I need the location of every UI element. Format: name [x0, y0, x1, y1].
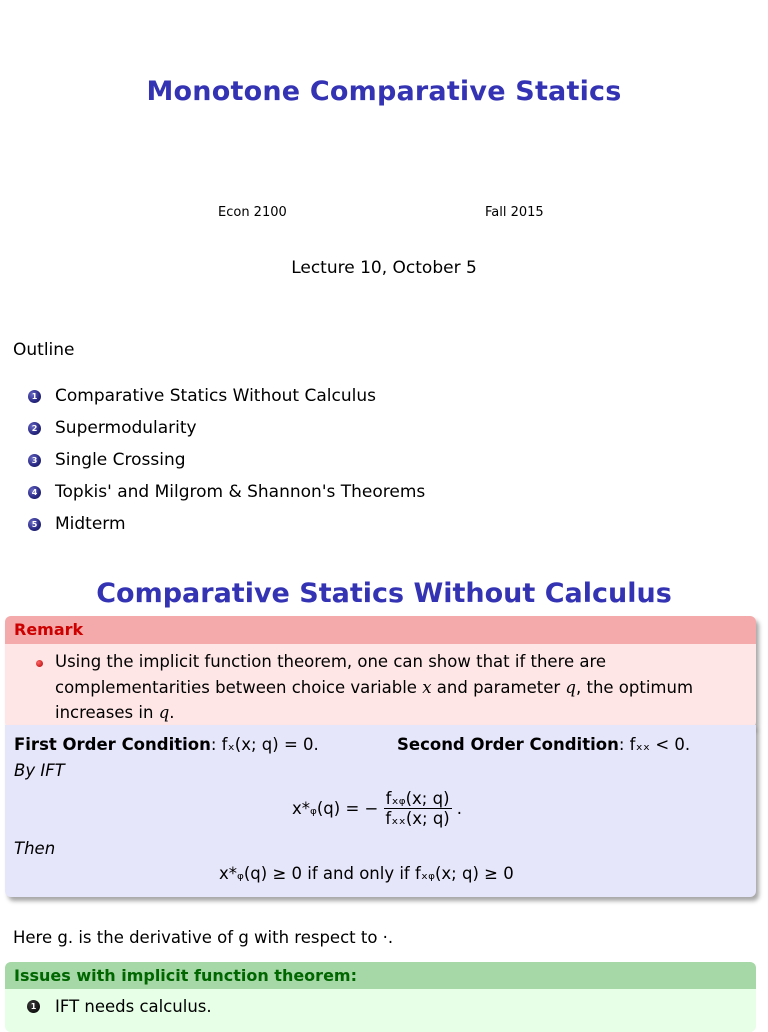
- outline-item-label: Single Crossing: [55, 450, 186, 470]
- enumeration-ball-icon: 3: [28, 454, 41, 467]
- enumeration-ball-icon: 1: [28, 390, 41, 403]
- enumeration-ball-icon: 5: [28, 518, 41, 531]
- foc-expression: : fₓ(x; q) = 0.: [210, 735, 319, 754]
- term-label: Fall 2015: [485, 205, 544, 220]
- formula-lhs: x*ᵩ(q) = −: [292, 799, 379, 818]
- soc-label: Second Order Condition: [397, 735, 619, 754]
- enumeration-ball-icon: 2: [28, 422, 41, 435]
- outline-item: [28, 508, 425, 540]
- iff-formula: x*ᵩ(q) ≥ 0 if and only if fₓᵩ(x; q) ≥ 0: [219, 864, 514, 883]
- foc-label: First Order Condition: [14, 735, 211, 754]
- soc-expression: : fₓₓ < 0.: [618, 735, 691, 754]
- ift-formula: [292, 789, 462, 828]
- issues-item-label: IFT needs calculus.: [55, 997, 212, 1016]
- section-title: Comparative Statics Without Calculus: [96, 578, 672, 609]
- outline-item-label: Topkis' and Milgrom & Shannon's Theorems: [55, 482, 426, 502]
- foc-line: [14, 735, 319, 754]
- conditions-block: [5, 725, 756, 897]
- outline-heading: Outline: [13, 340, 75, 360]
- outline-item: [28, 380, 425, 412]
- formula-fraction: [384, 789, 452, 828]
- by-ift-label: By IFT: [14, 761, 65, 780]
- soc-line: [397, 735, 690, 754]
- issues-block: [5, 962, 756, 1032]
- outline-item: [28, 476, 425, 508]
- enumeration-ball-icon: 4: [28, 486, 41, 499]
- issues-heading: Issues with implicit function theorem:: [5, 962, 756, 989]
- slide-title: Monotone Comparative Statics: [146, 76, 622, 107]
- remark-block: [5, 616, 756, 728]
- derivative-note: Here g. is the derivative of g with respect to ·.: [13, 928, 394, 947]
- then-label: Then: [14, 839, 56, 858]
- bullet-icon: [36, 660, 43, 667]
- outline-item: [28, 412, 425, 444]
- remark-heading: Remark: [5, 616, 756, 644]
- course-label: Econ 2100: [218, 205, 287, 220]
- outline-item-label: Supermodularity: [55, 418, 197, 438]
- outline-item-label: Midterm: [55, 514, 126, 534]
- remark-body: [5, 644, 756, 726]
- enumeration-ball-icon: 1: [27, 1000, 40, 1013]
- outline-item: [28, 444, 425, 476]
- remark-text: Using the implicit function theorem, one can show that if there are complementarities between choice variable x and parameter q, the optimum increases in q.: [55, 652, 694, 722]
- fraction-numerator: fₓᵩ(x; q): [385, 789, 450, 808]
- issues-item: [27, 997, 212, 1016]
- formula-end: .: [456, 799, 463, 818]
- lecture-label: Lecture 10, October 5: [291, 258, 477, 278]
- fraction-denominator: fₓₓ(x; q): [385, 809, 450, 828]
- outline-list: [28, 380, 425, 540]
- outline-item-label: Comparative Statics Without Calculus: [55, 386, 376, 406]
